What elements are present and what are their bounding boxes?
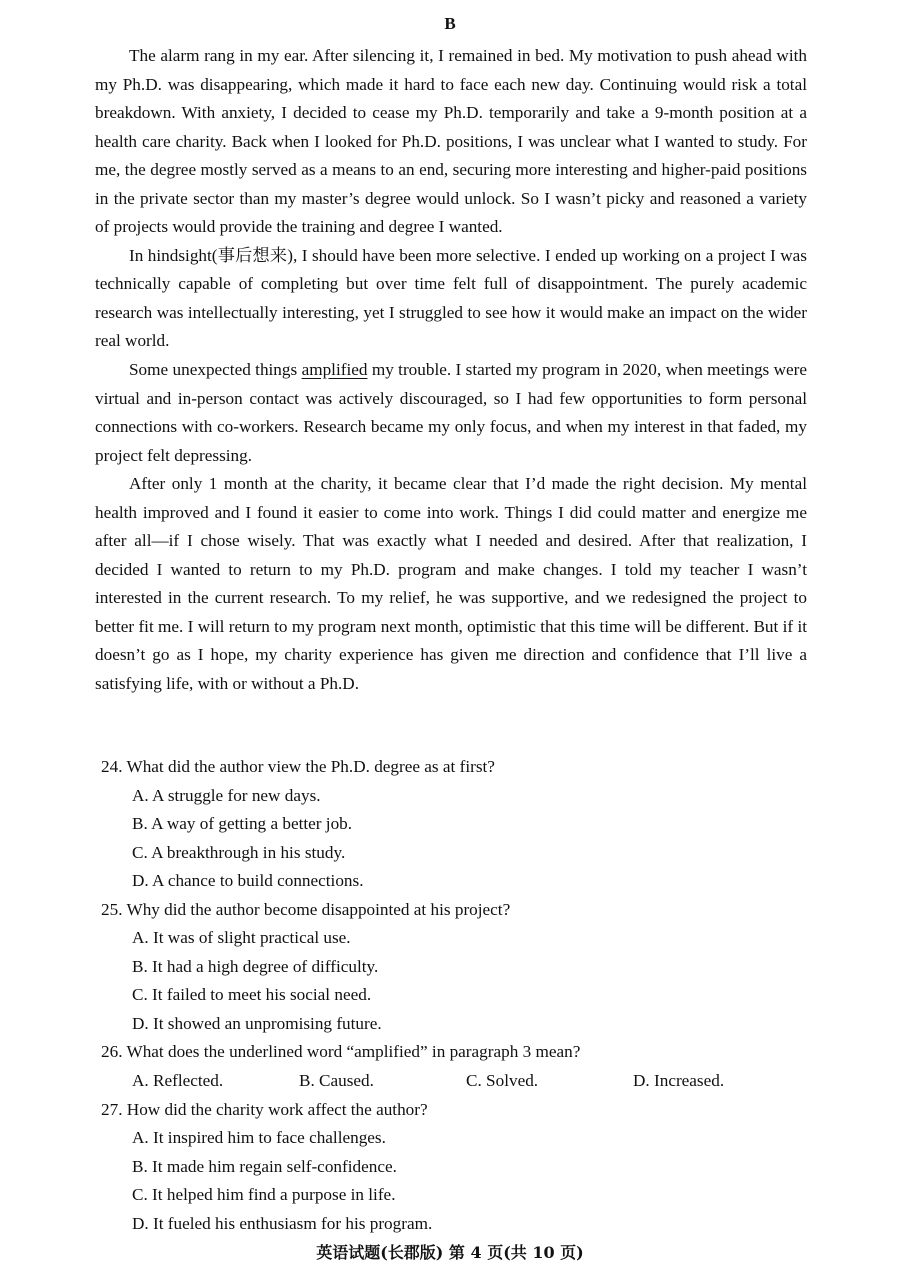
passage-paragraph-1: The alarm rang in my ear. After silencing it, I remained in bed. My motivation to push ahead with my Ph.D. was disappearing, which made it hard to face each new day. Continuing would risk a total breakdown. With anxiety, I decided to cease my Ph.D. temporarily and take a 9-month position at a health care charity. Back when I looked for Ph.D. positions, I was unclear what I wanted to study. For me, the degree mostly served as a means to an end, securing more interesting and higher-paid positions in the private sector than my master’s degree would unlock. So I wasn’t picky and reasoned a variety of projects would provide the training and degree I wanted. <box>95 46 807 237</box>
question-24-option-c[interactable]: C. A breakthrough in his study. <box>132 842 346 862</box>
question-26-option-c[interactable]: C. Solved. <box>466 1071 539 1091</box>
paragraph-3-text-before: Some unexpected things <box>129 360 302 380</box>
section-title: B <box>444 14 456 33</box>
question-27-stem: 27. How did the charity work affect the author? <box>101 1099 428 1119</box>
question-26-option-b[interactable]: B. Caused. <box>299 1071 374 1091</box>
question-list <box>101 753 813 1238</box>
question-25-option-d[interactable]: D. It showed an unpromising future. <box>132 1013 382 1033</box>
question-27 <box>101 1096 813 1239</box>
question-27-option-c[interactable]: C. It helped him find a purpose in life. <box>132 1185 396 1205</box>
question-27-option-a[interactable]: A. It inspired him to face challenges. <box>132 1128 386 1148</box>
question-27-option-d[interactable]: D. It fueled his enthusiasm for his program. <box>132 1213 433 1233</box>
question-26-option-d[interactable]: D. Increased. <box>633 1071 725 1091</box>
passage-paragraph-2: In hindsight(事后想来), I should have been more selective. I ended up working on a project I was technically capable of completing but over time felt full of disappointment. The purely academic research was intellectually interesting, yet I struggled to see how it would make an impact on the wider real world. <box>95 245 807 351</box>
question-26-option-a[interactable]: A. Reflected. <box>132 1071 224 1091</box>
question-24-option-b[interactable]: B. A way of getting a better job. <box>132 814 353 834</box>
question-24-stem: 24. What did the author view the Ph.D. degree as at first? <box>101 757 495 776</box>
question-24-option-d[interactable]: D. A chance to build connections. <box>132 871 364 891</box>
question-25-stem: 25. Why did the author become disappointed at his project? <box>101 899 511 919</box>
question-25-option-b[interactable]: B. It had a high degree of difficulty. <box>132 956 379 976</box>
passage-paragraph-4: After only 1 month at the charity, it became clear that I’d made the right decision. My mental health improved and I found it easier to come into work. Things I did could matter and energize me after all—if I chose wisely. That was exactly what I needed and desired. After that realization, I decided I wanted to return to my Ph.D. program and make changes. I told my teacher I wasn’t interested in the current research. To my relief, he was supportive, and we redesigned the project to better fit me. I will return to my program next month, optimistic that this time will be different. But if it doesn’t go as I hope, my charity experience has given me direction and confidence that I’ll live a satisfying life, with or without a Ph.D. <box>95 474 807 694</box>
question-25-option-c[interactable]: C. It failed to meet his social need. <box>132 985 372 1005</box>
question-26-options-row <box>101 1067 813 1096</box>
question-24-option-a[interactable]: A. A struggle for new days. <box>132 785 321 805</box>
page-footer: 英语试题(长郡版) 第 4 页(共 10 页) <box>316 1243 584 1262</box>
passage-paragraph-3 <box>95 356 807 470</box>
question-24 <box>101 753 813 896</box>
question-27-option-b[interactable]: B. It made him regain self-confidence. <box>132 1156 397 1176</box>
reading-passage <box>95 42 807 699</box>
question-26-stem: 26. What does the underlined word “amplified” in paragraph 3 mean? <box>101 1042 581 1062</box>
question-25-option-a[interactable]: A. It was of slight practical use. <box>132 928 351 948</box>
question-25 <box>101 896 813 1039</box>
underlined-word: amplified <box>301 360 368 380</box>
paragraph-3-text-after: my trouble. I started my program in 2020, when meetings were virtual and in-person contact was actively discouraged, so I had few opportunities to form personal connections with co-workers. Research became my only focus, and when my interest in that faded, my project felt depressing. <box>95 360 807 465</box>
question-26 <box>101 1038 813 1095</box>
